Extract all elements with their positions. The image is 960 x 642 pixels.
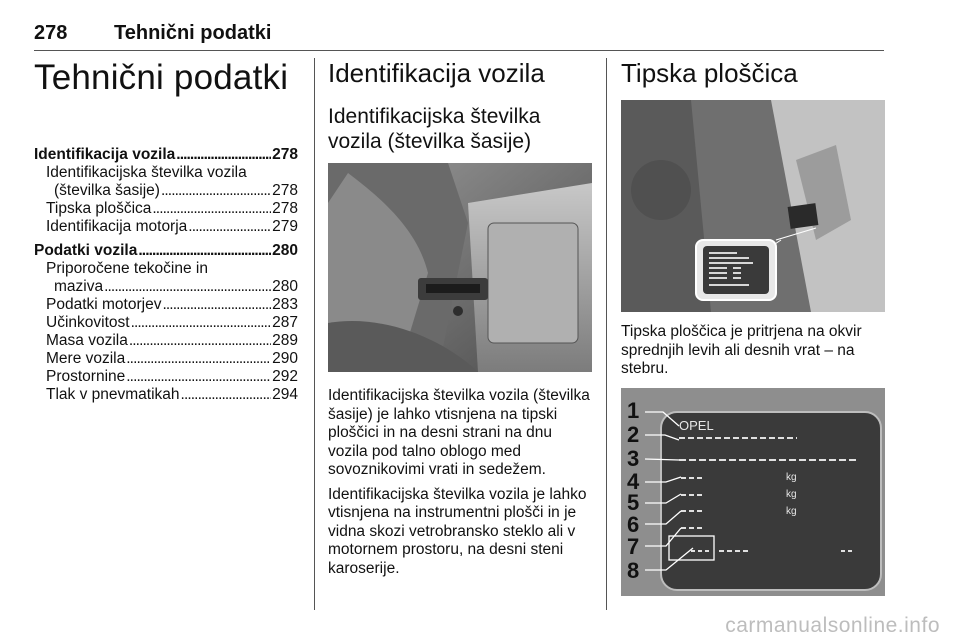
callout-number: 1: [627, 398, 640, 423]
toc-entry[interactable]: [34, 350, 298, 368]
toc-page-number: 278: [272, 146, 298, 163]
toc-leader-dots: [181, 386, 272, 404]
running-title: Tehnični podatki: [114, 22, 272, 44]
callout-number: 4: [627, 469, 640, 494]
column-divider: [606, 58, 607, 610]
toc-entry-line: Priporočene tekočine in: [46, 260, 208, 277]
toc-section-entry[interactable]: [34, 242, 298, 260]
header-rule: [34, 50, 884, 51]
toc-page-number: 280: [272, 242, 298, 259]
vin-paragraph-2: Identifikacijska številka vozila je lahko vtisnjena na instrumentni plošči in je vidna skozi vetrobransko steklo ali v motornem prostoru, na desni steni karoserije.: [328, 485, 587, 577]
callout-number: 8: [627, 558, 640, 583]
plate-location-photo: [621, 100, 885, 312]
toc-entry[interactable]: [34, 218, 298, 236]
toc-page-number: 279: [272, 218, 298, 235]
toc-leader-dots: [188, 218, 271, 236]
toc-leader-dots: [152, 200, 271, 218]
toc-page-number: 278: [272, 200, 298, 217]
toc-entry-title: Masa vozila: [46, 332, 128, 349]
toc-leader-dots: [126, 350, 271, 368]
toc-entry-title: Tlak v pnevmatikah: [46, 386, 180, 403]
vin-column: [328, 58, 592, 154]
callout-number: 6: [627, 512, 640, 537]
toc-entry-title: Identifikacija vozila: [34, 146, 176, 163]
callout-number: 2: [627, 422, 640, 447]
car-floor-illustration: [328, 163, 592, 372]
toc-entry-title: Učinkovitost: [46, 314, 130, 331]
chapter-title: Tehnični podatki: [34, 58, 289, 97]
page-number: 278: [34, 22, 68, 44]
toc-leader-dots: [131, 314, 272, 332]
plate-unit-label: kg: [786, 489, 797, 500]
column-divider: [314, 58, 315, 610]
type-plate-svg: [621, 388, 885, 596]
toc-entry-title: Podatki motorjev: [46, 296, 162, 313]
section-subtitle: Identifikacijska številka vozila (številka šasije): [328, 105, 541, 153]
section-title: Identifikacija vozila: [328, 58, 545, 88]
plate-brand: OPEL: [679, 418, 714, 433]
toc-page-number: 289: [272, 332, 298, 349]
toc-entry[interactable]: [34, 296, 298, 314]
toc-entry-title: maziva: [54, 278, 104, 295]
vin-text: [328, 387, 592, 584]
toc-entry[interactable]: [34, 314, 298, 332]
toc-entry-title: Identifikacija motorja: [46, 218, 188, 235]
toc-page-number: 287: [272, 314, 298, 331]
toc-leader-dots: [176, 146, 271, 164]
vin-paragraph-1: Identifikacijska številka vozila (številka šasije) je lahko vtisnjena na tipski ploščici in na desni strani na dnu vozila pod talno oblogo med sovoznikovimi vrati in sedežem.: [328, 387, 590, 478]
toc-entry-title: (številka šasije): [54, 182, 160, 199]
callout-number: 7: [627, 534, 640, 559]
plate-column: [621, 58, 885, 89]
toc-leader-dots: [162, 296, 271, 314]
toc-section-entry[interactable]: [34, 146, 298, 164]
toc-page-number: 292: [272, 368, 298, 385]
toc-entry-title: Tipska ploščica: [46, 200, 152, 217]
type-plate-diagram: [621, 388, 885, 596]
vin-location-photo: [328, 163, 592, 372]
toc-entry[interactable]: [34, 278, 298, 296]
toc-entry-title: Prostornine: [46, 368, 126, 385]
toc-entry-line: Identifikacijska številka vozila: [46, 164, 247, 181]
toc-column: [34, 58, 298, 404]
toc-leader-dots: [129, 332, 271, 350]
callout-number: 5: [627, 490, 640, 515]
watermark: carmanualsonline.info: [725, 614, 940, 637]
plate-paragraph: Tipska ploščica je pritrjena na okvir sprednjih levih ali desnih vrat – na stebru.: [621, 323, 862, 377]
toc-entry[interactable]: [34, 368, 298, 386]
toc-leader-dots: [104, 278, 271, 296]
toc-leader-dots: [126, 368, 271, 386]
toc-page-number: 278: [272, 182, 298, 199]
plate-text: [621, 323, 885, 385]
plate-unit-label: kg: [786, 506, 797, 517]
toc-entry[interactable]: [34, 200, 298, 218]
door-pillar-illustration: [621, 100, 885, 312]
toc-page-number: 290: [272, 350, 298, 367]
toc-leader-dots: [161, 182, 271, 200]
plate-section-title: Tipska ploščica: [621, 58, 798, 88]
table-of-contents: [34, 146, 298, 404]
toc-page-number: 280: [272, 278, 298, 295]
toc-entry[interactable]: [34, 386, 298, 404]
toc-page-number: 283: [272, 296, 298, 313]
toc-leader-dots: [138, 242, 271, 260]
callout-number: 3: [627, 446, 640, 471]
toc-entry[interactable]: [34, 332, 298, 350]
toc-entry-title: Mere vozila: [46, 350, 126, 367]
toc-page-number: 294: [272, 386, 298, 403]
plate-unit-label: kg: [786, 472, 797, 483]
toc-entry-title: Podatki vozila: [34, 242, 138, 259]
toc-entry[interactable]: [34, 182, 298, 200]
